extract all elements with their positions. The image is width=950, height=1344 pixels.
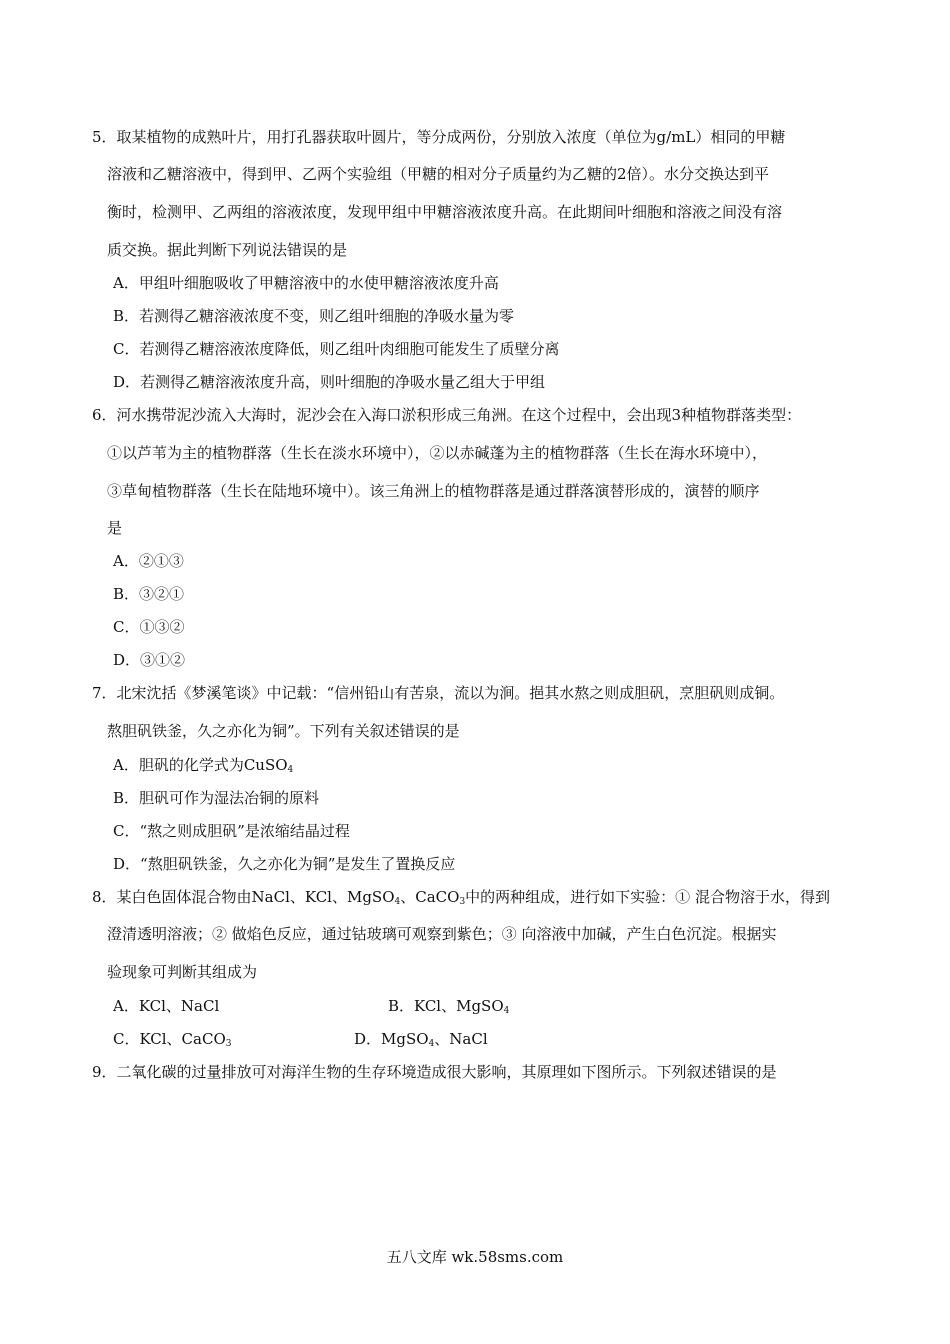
q8-option-b <box>388 996 509 1016</box>
q8-option-b-text: B．KCl、MgSO <box>388 997 504 1015</box>
q7-stem-line-2: 熬胆矾铁釜，久之亦化为铜”。下列有关叙述错误的是 <box>107 722 460 740</box>
q8-stem-text-b: 、CaCO <box>400 888 460 906</box>
q8-stem-text-c: 中的两种组成，进行如下实验：① 混合物溶于水，得到 <box>465 888 830 906</box>
q5-option-b: B．若测得乙糖溶液浓度不变，则乙组叶细胞的净吸水量为零 <box>113 307 515 325</box>
q8-option-d <box>354 1029 488 1049</box>
page-footer: 五八文库 wk.58sms.com <box>386 1248 564 1266</box>
q7-option-a-text: A．胆矾的化学式为CuSO <box>113 756 288 774</box>
q8-option-d-subscript: 4 <box>428 1039 435 1049</box>
q6-stem-line-1: 6．河水携带泥沙流入大海时，泥沙会在入海口淤积形成三角洲。在这个过程中，会出现3种植物群落类型： <box>92 406 802 424</box>
q8-stem-line-3: 验现象可判断其组成为 <box>107 963 258 981</box>
q9-stem-line-1: 9．二氧化碳的过量排放可对海洋生物的生存环境造成很大影响，其原理如下图所示。下列叙述错误的是 <box>92 1063 777 1081</box>
q5-stem-line-3: 衡时，检测甲、乙两组的溶液浓度，发现甲组中甲糖溶液浓度升高。在此期间叶细胞和溶液之间没有溶 <box>107 203 783 221</box>
q8-option-c-subscript: 3 <box>225 1039 232 1049</box>
q5-option-d: D．若测得乙糖溶液浓度升高，则叶细胞的净吸水量乙组大于甲组 <box>113 373 546 391</box>
q8-stem-line-2: 澄清透明溶液；② 做焰色反应，通过钴玻璃可观察到紫色；③ 向溶液中加碱，产生白色沉淀。根据实 <box>107 925 777 943</box>
q6-stem-line-3: ③草甸植物群落（生长在陆地环境中）。该三角洲上的植物群落是通过群落演替形成的，演替的顺序 <box>107 482 760 500</box>
q6-option-a: A．②①③ <box>113 552 184 570</box>
q8-option-a: A．KCl、NaCl <box>113 997 220 1015</box>
q5-stem-line-2: 溶液和乙糖溶液中，得到甲、乙两个实验组（甲糖的相对分子质量约为乙糖的2倍）。水分交换达到平 <box>107 165 770 183</box>
q5-stem-line-1: 5．取某植物的成熟叶片，用打孔器获取叶圆片，等分成两份，分别放入浓度（单位为g/mL）相同的甲糖 <box>92 128 786 146</box>
q6-option-c: C．①③② <box>113 618 185 636</box>
q5-option-a: A．甲组叶细胞吸收了甲糖溶液中的水使甲糖溶液浓度升高 <box>113 274 499 292</box>
q8-stem-text-a: 8．某白色固体混合物由NaCl、KCl、MgSO <box>92 888 395 906</box>
q6-stem-line-4: 是 <box>107 519 123 537</box>
q7-option-c: C．“熬之则成胆矾”是浓缩结晶过程 <box>113 822 350 840</box>
q8-option-d-text: D．MgSO <box>354 1030 429 1048</box>
q6-option-d: D．③①② <box>113 651 186 669</box>
q7-stem-line-1: 7．北宋沈括《梦溪笔谈》中记载：“信州铅山有苦泉，流以为涧。挹其水熬之则成胆矾，烹胆矾则成铜。 <box>92 684 785 702</box>
q8-stem-line-1 <box>92 887 830 907</box>
q6-option-b: B．③②① <box>113 585 185 603</box>
q8-option-d-suffix: 、NaCl <box>434 1030 488 1048</box>
q7-option-b: B．胆矾可作为湿法冶铜的原料 <box>113 789 320 807</box>
q8-stem-subscript-1: 4 <box>394 897 401 907</box>
q7-option-d: D．“熬胆矾铁釜，久之亦化为铜”是发生了置换反应 <box>113 855 456 873</box>
q8-option-b-subscript: 4 <box>503 1006 510 1016</box>
q6-stem-line-2: ①以芦苇为主的植物群落（生长在淡水环境中），②以赤碱蓬为主的植物群落（生长在海水环境中）， <box>107 444 768 462</box>
q5-stem-line-4: 质交换。据此判断下列说法错误的是 <box>107 241 348 259</box>
q7-option-a <box>113 755 293 775</box>
q7-option-a-subscript: 4 <box>287 765 294 775</box>
q5-option-c: C．若测得乙糖溶液浓度降低，则乙组叶肉细胞可能发生了质壁分离 <box>113 340 560 358</box>
q8-stem-subscript-2: 3 <box>459 897 466 907</box>
q8-option-c-text: C．KCl、CaCO <box>113 1030 226 1048</box>
q8-option-c <box>113 1029 231 1049</box>
